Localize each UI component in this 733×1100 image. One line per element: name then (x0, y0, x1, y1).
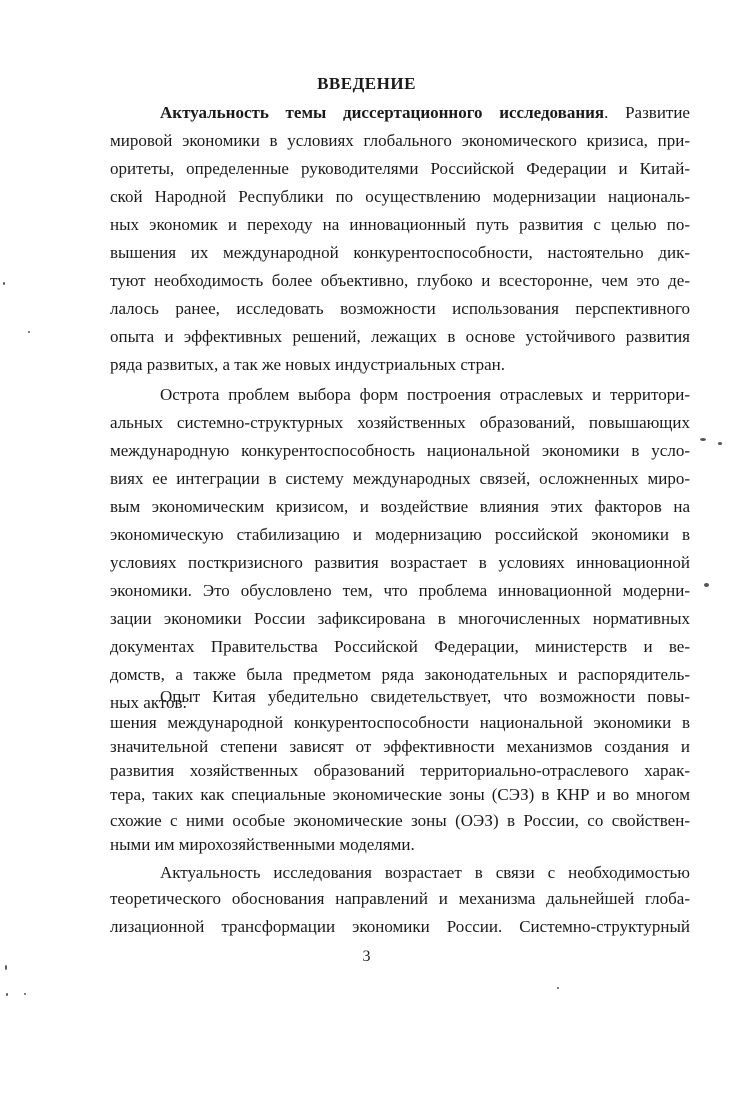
paragraph-line: развития хозяйственных образований территориально-отраслевого харак- (110, 761, 690, 780)
paragraph-line: экономики. Это обусловлено тем, что проблема инновационной модерни- (110, 581, 690, 600)
paragraph-line: опыта и эффективных решений, лежащих в основе устойчивого развития (110, 327, 690, 346)
paragraph-line: схожие с ними особые экономические зоны (ОЭЗ) в России, со свойствен- (110, 811, 690, 830)
paragraph-line: Актуальность исследования возрастает в связи с необходимостью (160, 863, 690, 882)
scan-speck (557, 987, 559, 989)
paragraph-line: Острота проблем выбора форм построения отраслевых и территори- (160, 385, 690, 404)
paragraph-line: лалось ранее, исследовать возможности использования перспективного (110, 299, 690, 318)
scan-speck (704, 583, 709, 587)
lead-bold-text: Актуальность темы диссертационного исследования (160, 103, 605, 122)
paragraph-line: шения международной конкурентоспособности национальной экономики в (110, 713, 690, 732)
paragraph-line: виях ее интеграции в систему международных связей, осложненных миро- (110, 469, 690, 488)
scan-speck (700, 438, 706, 441)
scan-speck (3, 282, 5, 285)
paragraph-line: ской Народной Республики по осуществлению модернизации националь- (110, 187, 690, 206)
paragraph-line: условиях посткризисного развития возрастает в условиях инновационной (110, 553, 690, 572)
paragraph-line: ными им мирохозяйственными моделями. (110, 835, 415, 854)
paragraph-line: домств, а также была предметом ряда законодательных и распорядитель- (110, 665, 690, 684)
page-title: ВВЕДЕНИЕ (317, 74, 416, 93)
paragraph-line (160, 103, 690, 123)
paragraph-line: экономическую стабилизацию и модернизацию российской экономики в (110, 525, 690, 544)
paragraph-line: теоретического обоснования направлений и механизма дальнейшей глоба- (110, 889, 690, 908)
paragraph-line: ных актов. (110, 693, 187, 712)
paragraph-line: альных системно-структурных хозяйственных образований, повышающих (110, 413, 690, 432)
page-number: 3 (362, 948, 371, 965)
scan-speck (718, 442, 722, 445)
paragraph-line: вым экономическим кризисом, и воздействие влияния этих факторов на (110, 497, 690, 516)
scan-speck (28, 331, 30, 333)
paragraph-line: международную конкурентоспособность национальной экономики в усло- (110, 441, 690, 460)
paragraph-line: оритеты, определенные руководителями Российской Федерации и Китай- (110, 159, 690, 178)
scan-speck (5, 965, 7, 970)
scan-speck (24, 993, 26, 995)
paragraph-line: значительной степени зависят от эффективности механизмов создания и (110, 737, 690, 756)
paragraph-line: документах Правительства Российской Федерации, министерств и ве- (110, 637, 690, 656)
paragraph-line: зации экономики России зафиксирована в многочисленных нормативных (110, 609, 690, 628)
paragraph-line: лизационной трансформации экономики России. Системно-структурный (110, 917, 690, 936)
scan-speck (6, 993, 8, 996)
paragraph-line: Опыт Китая убедительно свидетельствует, что возможности повы- (160, 687, 690, 706)
paragraph-line: вышения их международной конкурентоспособности, настоятельно дик- (110, 243, 690, 262)
lead-rest-text: . Развитие (604, 103, 690, 122)
paragraph-line: туют необходимость более объективно, глубоко и всесторонне, чем это де- (110, 271, 690, 290)
paragraph-line: мировой экономики в условиях глобального экономического кризиса, при- (110, 131, 690, 150)
paragraph-line: ряда развитых, а так же новых индустриальных стран. (110, 355, 506, 374)
paragraph-line: тера, таких как специальные экономические зоны (СЭЗ) в КНР и во многом (110, 785, 690, 804)
paragraph-line: ных экономик и переходу на инновационный путь развития с целью по- (110, 215, 690, 234)
